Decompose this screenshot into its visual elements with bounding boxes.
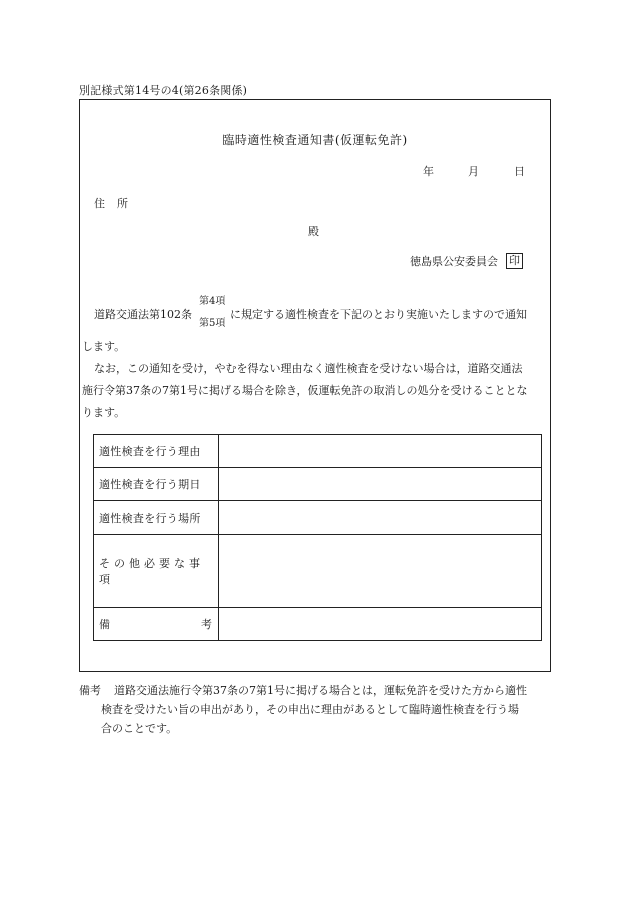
seal-mark: 印	[506, 253, 523, 269]
table-row	[94, 608, 542, 641]
date-month: 月	[468, 165, 479, 178]
date-year: 年	[423, 165, 434, 178]
clause-option-b: 第5項	[199, 318, 226, 329]
table-row	[94, 468, 542, 501]
notice-form-frame	[79, 99, 551, 672]
body-line5: ります。	[82, 406, 126, 419]
row-label-reason: 適性検査を行う理由	[94, 435, 219, 468]
footnote-line2: 検査を受けたい旨の申出があり，その申出に理由があるとして臨時適性検査を行う場	[101, 703, 519, 716]
addressee-suffix: 殿	[308, 225, 319, 238]
body-line3: なお，この通知を受け，やむを得ない理由なく適性検査を受けない場合は，道路交通法	[94, 362, 523, 375]
body-line2: します。	[82, 340, 126, 353]
row-label-place: 適性検査を行う場所	[94, 501, 219, 535]
row-value-remarks	[219, 608, 542, 641]
inspection-details-table	[93, 434, 542, 641]
row-label-other: その他必要な事項	[94, 535, 219, 608]
clause-option-a: 第4項	[199, 296, 226, 307]
row-value-reason	[219, 435, 542, 468]
document-title: 臨時適性検査通知書(仮運転免許)	[222, 133, 408, 147]
row-label-remarks: 備 考	[94, 608, 219, 641]
row-value-other	[219, 535, 542, 608]
date-day: 日	[514, 165, 525, 178]
footnote-line1: 道路交通法施行令第37条の7第1号に掲げる場合とは，運転免許を受けた方から適性	[114, 684, 527, 697]
row-label-date: 適性検査を行う期日	[94, 468, 219, 501]
row-value-place	[219, 501, 542, 535]
form-number-note: 別記様式第14号の4(第26条関係)	[79, 84, 248, 97]
table-row	[94, 501, 542, 535]
footnote-remarks	[79, 681, 527, 738]
address-label: 住 所	[94, 197, 128, 210]
issuer-block	[410, 253, 523, 269]
row-value-date	[219, 468, 542, 501]
body-line1-prefix: 道路交通法第102条	[94, 308, 192, 321]
footnote-label: 備考	[79, 684, 101, 697]
table-row	[94, 535, 542, 608]
footnote-line3: 合のことです。	[101, 722, 178, 735]
issuer-name: 徳島県公安委員会	[410, 255, 498, 268]
table-row	[94, 435, 542, 468]
body-line4: 施行令第37条の7第1号に掲げる場合を除き，仮運転免許の取消しの処分を受けることとな	[82, 384, 528, 397]
body-line1-suffix: に規定する適性検査を下記のとおり実施いたしますので通知	[230, 308, 527, 321]
